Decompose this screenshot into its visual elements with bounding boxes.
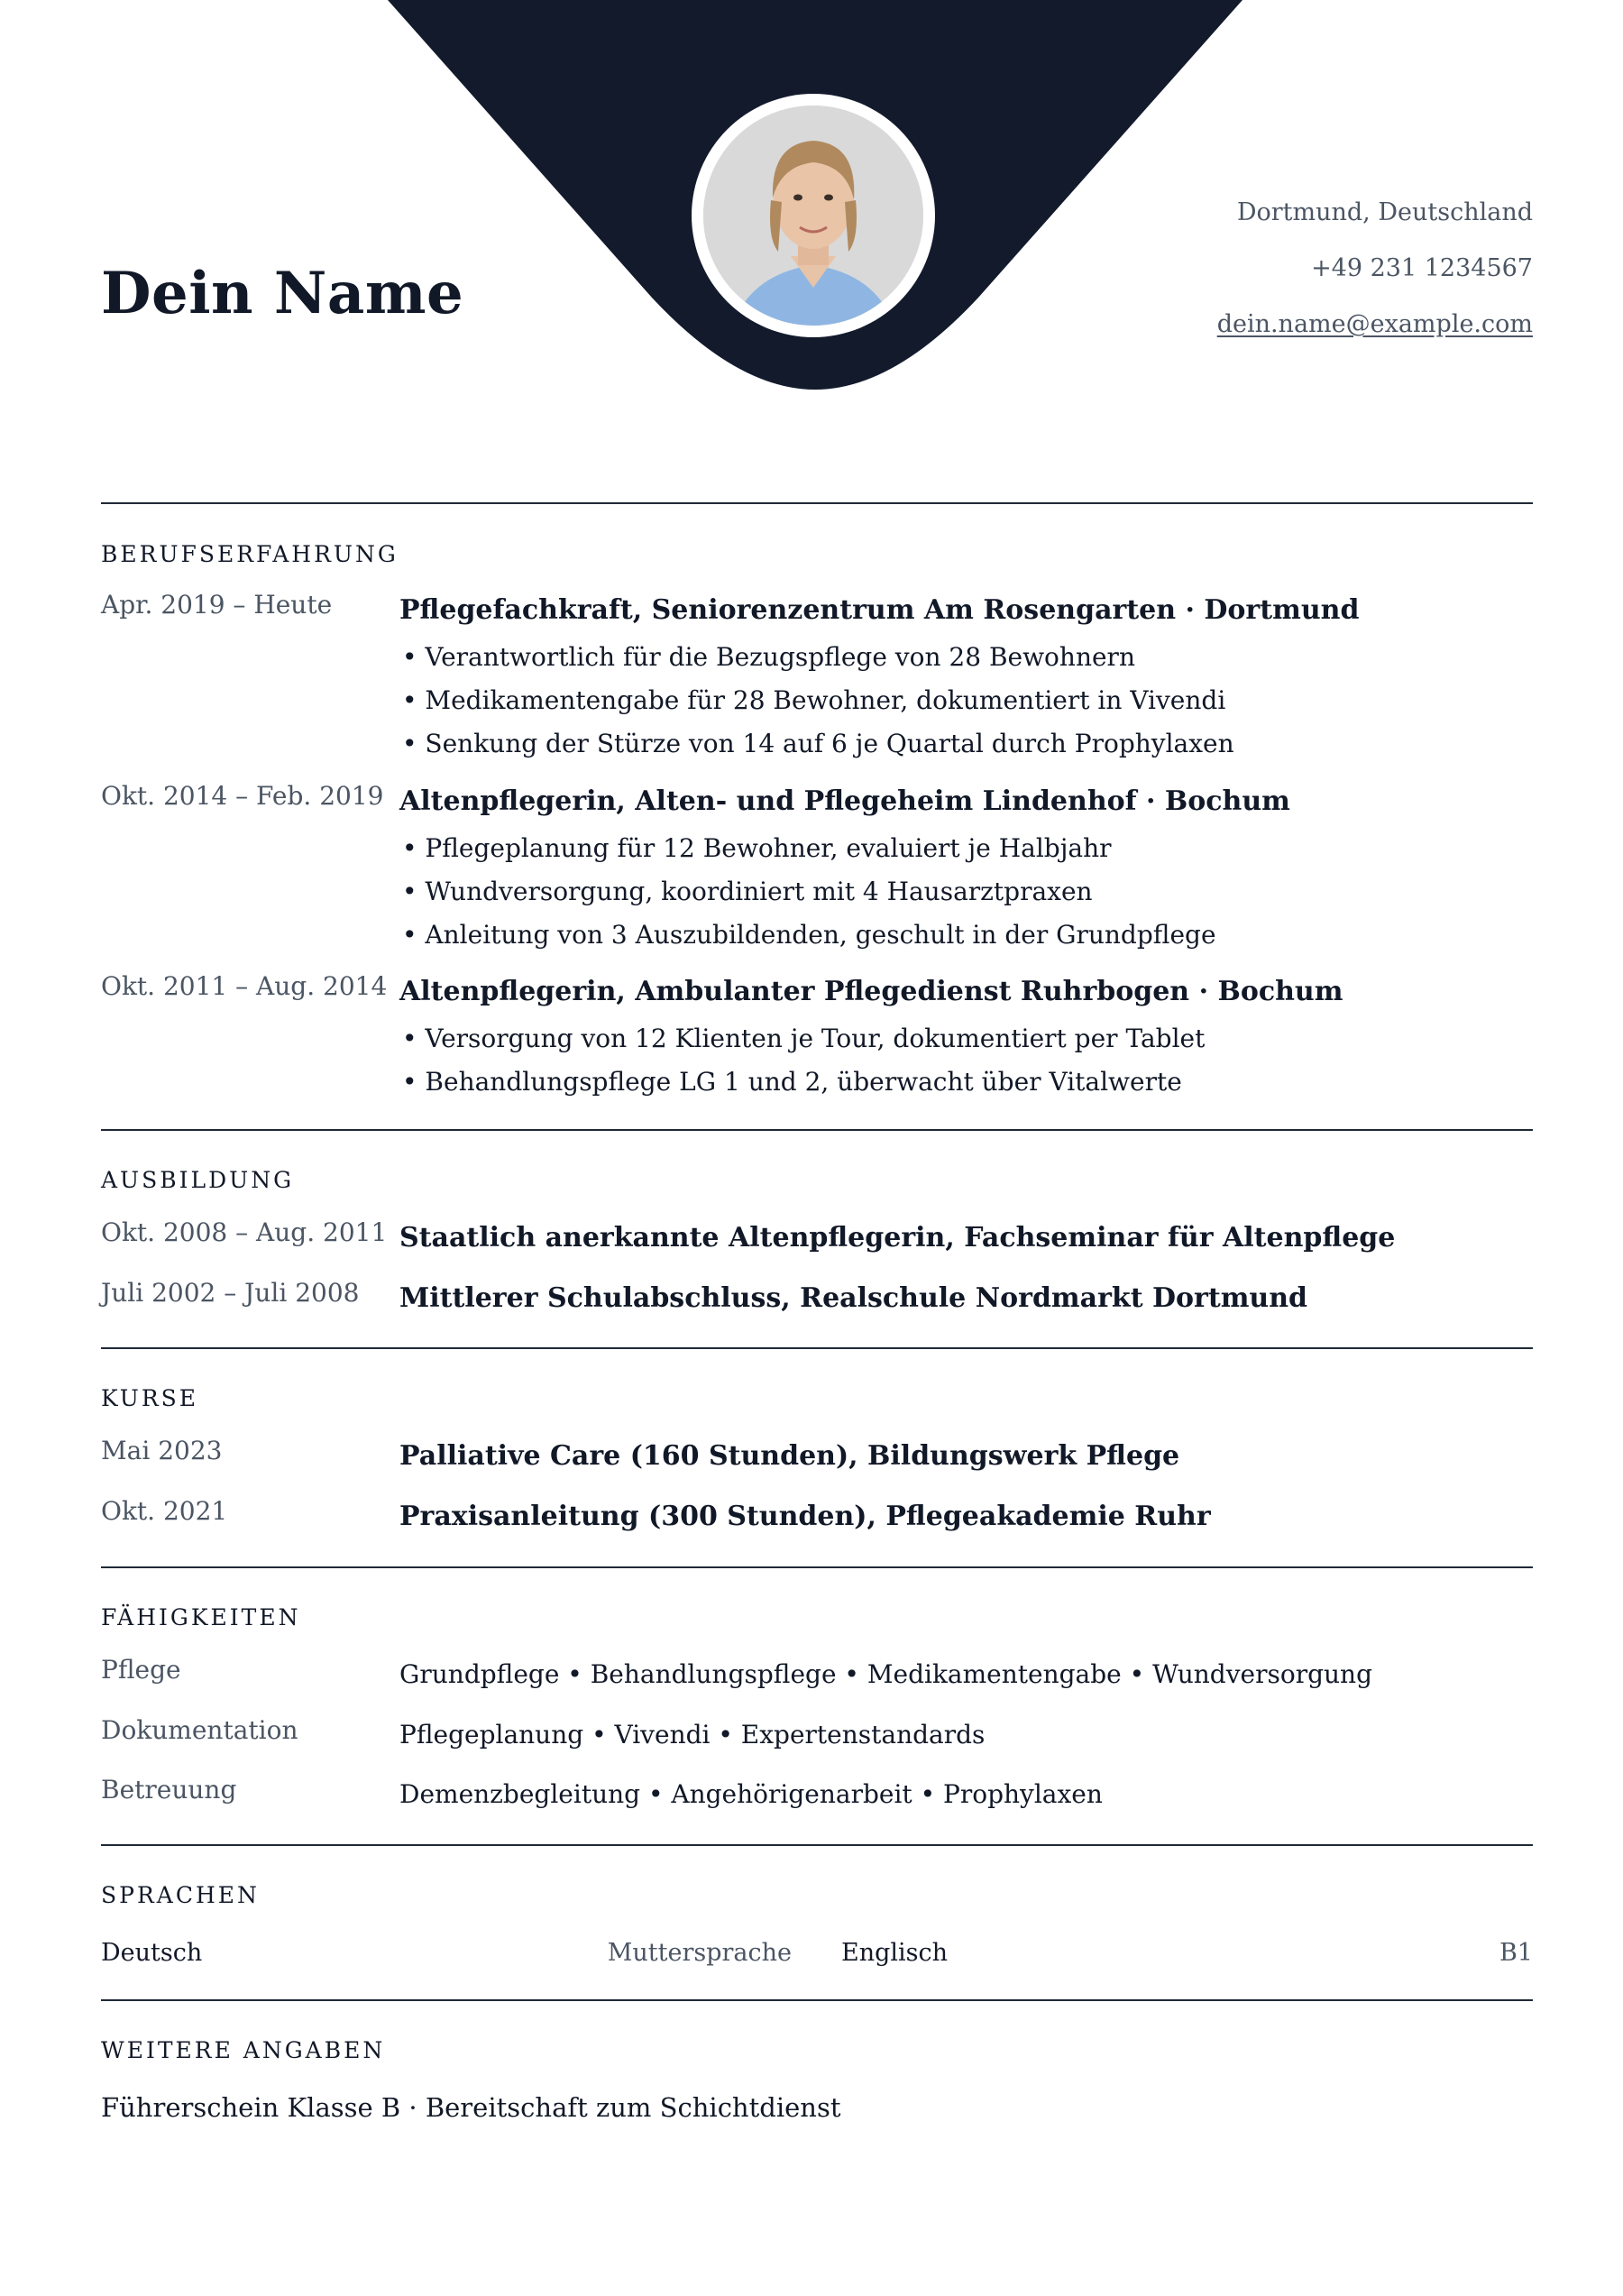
- experience-bullet: • Senkung der Stürze von 14 auf 6 je Quartal durch Prophylaxen: [402, 729, 1234, 758]
- experience-date: Okt. 2014 – Feb. 2019: [101, 781, 384, 811]
- section-title-skills: FÄHIGKEITEN: [101, 1604, 301, 1630]
- contact-phone[interactable]: +49 231 1234567: [1311, 254, 1533, 282]
- experience-date: Okt. 2011 – Aug. 2014: [101, 971, 388, 1001]
- experience-bullet: • Versorgung von 12 Klienten je Tour, dokumentiert per Tablet: [402, 1024, 1206, 1053]
- skill-list: Grundpflege • Behandlungspflege • Medikamentengabe • Wundversorgung: [399, 1659, 1372, 1689]
- language-name: Deutsch: [101, 1939, 203, 1967]
- divider: [101, 1347, 1533, 1349]
- language-level: B1: [1499, 1939, 1533, 1967]
- skill-list: Demenzbegleitung • Angehörigenarbeit • Prophylaxen: [399, 1779, 1103, 1809]
- experience-role: Pflegefachkraft, Seniorenzentrum Am Rosengarten · Dortmund: [399, 594, 1360, 626]
- skill-list: Pflegeplanung • Vivendi • Expertenstandards: [399, 1720, 986, 1750]
- divider: [101, 1844, 1533, 1846]
- course-title: Praxisanleitung (300 Stunden), Pflegeakademie Ruhr: [399, 1501, 1211, 1532]
- section-title-languages: SPRACHEN: [101, 1882, 260, 1908]
- language-name: Englisch: [841, 1939, 949, 1967]
- divider: [101, 502, 1533, 504]
- section-title-education: AUSBILDUNG: [101, 1167, 295, 1193]
- experience-date: Apr. 2019 – Heute: [101, 590, 333, 620]
- section-title-experience: BERUFSERFAHRUNG: [101, 541, 399, 567]
- other-info: Führerschein Klasse B · Bereitschaft zum Schichtdienst: [101, 2092, 841, 2123]
- experience-bullet: • Anleitung von 3 Auszubildenden, geschult in der Grundpflege: [402, 920, 1216, 950]
- language-level: Muttersprache: [607, 1939, 792, 1967]
- experience-bullet: • Pflegeplanung für 12 Bewohner, evaluiert je Halbjahr: [402, 833, 1112, 863]
- experience-bullet: • Medikamentengabe für 28 Bewohner, dokumentiert in Vivendi: [402, 685, 1226, 715]
- contact-email[interactable]: dein.name@example.com: [1216, 310, 1533, 338]
- contact-location: Dortmund, Deutschland: [1236, 198, 1533, 226]
- course-title: Palliative Care (160 Stunden), Bildungswerk Pflege: [399, 1440, 1180, 1472]
- education-title: Staatlich anerkannte Altenpflegerin, Fachseminar für Altenpflege: [399, 1222, 1396, 1254]
- profile-photo: [692, 94, 935, 337]
- section-title-courses: KURSE: [101, 1385, 199, 1411]
- experience-bullet: • Behandlungspflege LG 1 und 2, überwacht über Vitalwerte: [402, 1067, 1182, 1097]
- section-title-other: WEITERE ANGABEN: [101, 2037, 386, 2063]
- skill-category: Pflege: [101, 1655, 181, 1685]
- experience-role: Altenpflegerin, Alten- und Pflegeheim Lindenhof · Bochum: [399, 785, 1290, 817]
- education-date: Juli 2002 – Juli 2008: [101, 1278, 360, 1308]
- divider: [101, 1999, 1533, 2001]
- education-title: Mittlerer Schulabschluss, Realschule Nordmarkt Dortmund: [399, 1282, 1308, 1314]
- divider: [101, 1566, 1533, 1568]
- experience-role: Altenpflegerin, Ambulanter Pflegedienst Ruhrbogen · Bochum: [399, 976, 1343, 1007]
- contact-block: [1217, 197, 1533, 364]
- skill-category: Betreuung: [101, 1775, 237, 1805]
- experience-bullet: • Verantwortlich für die Bezugspflege von 28 Bewohnern: [402, 642, 1135, 672]
- skill-category: Dokumentation: [101, 1715, 298, 1745]
- course-date: Okt. 2021: [101, 1496, 228, 1526]
- experience-bullet: • Wundversorgung, koordiniert mit 4 Hausarztpraxen: [402, 877, 1093, 906]
- education-date: Okt. 2008 – Aug. 2011: [101, 1217, 388, 1247]
- person-name: Dein Name: [101, 260, 464, 327]
- divider: [101, 1129, 1533, 1131]
- course-date: Mai 2023: [101, 1436, 223, 1465]
